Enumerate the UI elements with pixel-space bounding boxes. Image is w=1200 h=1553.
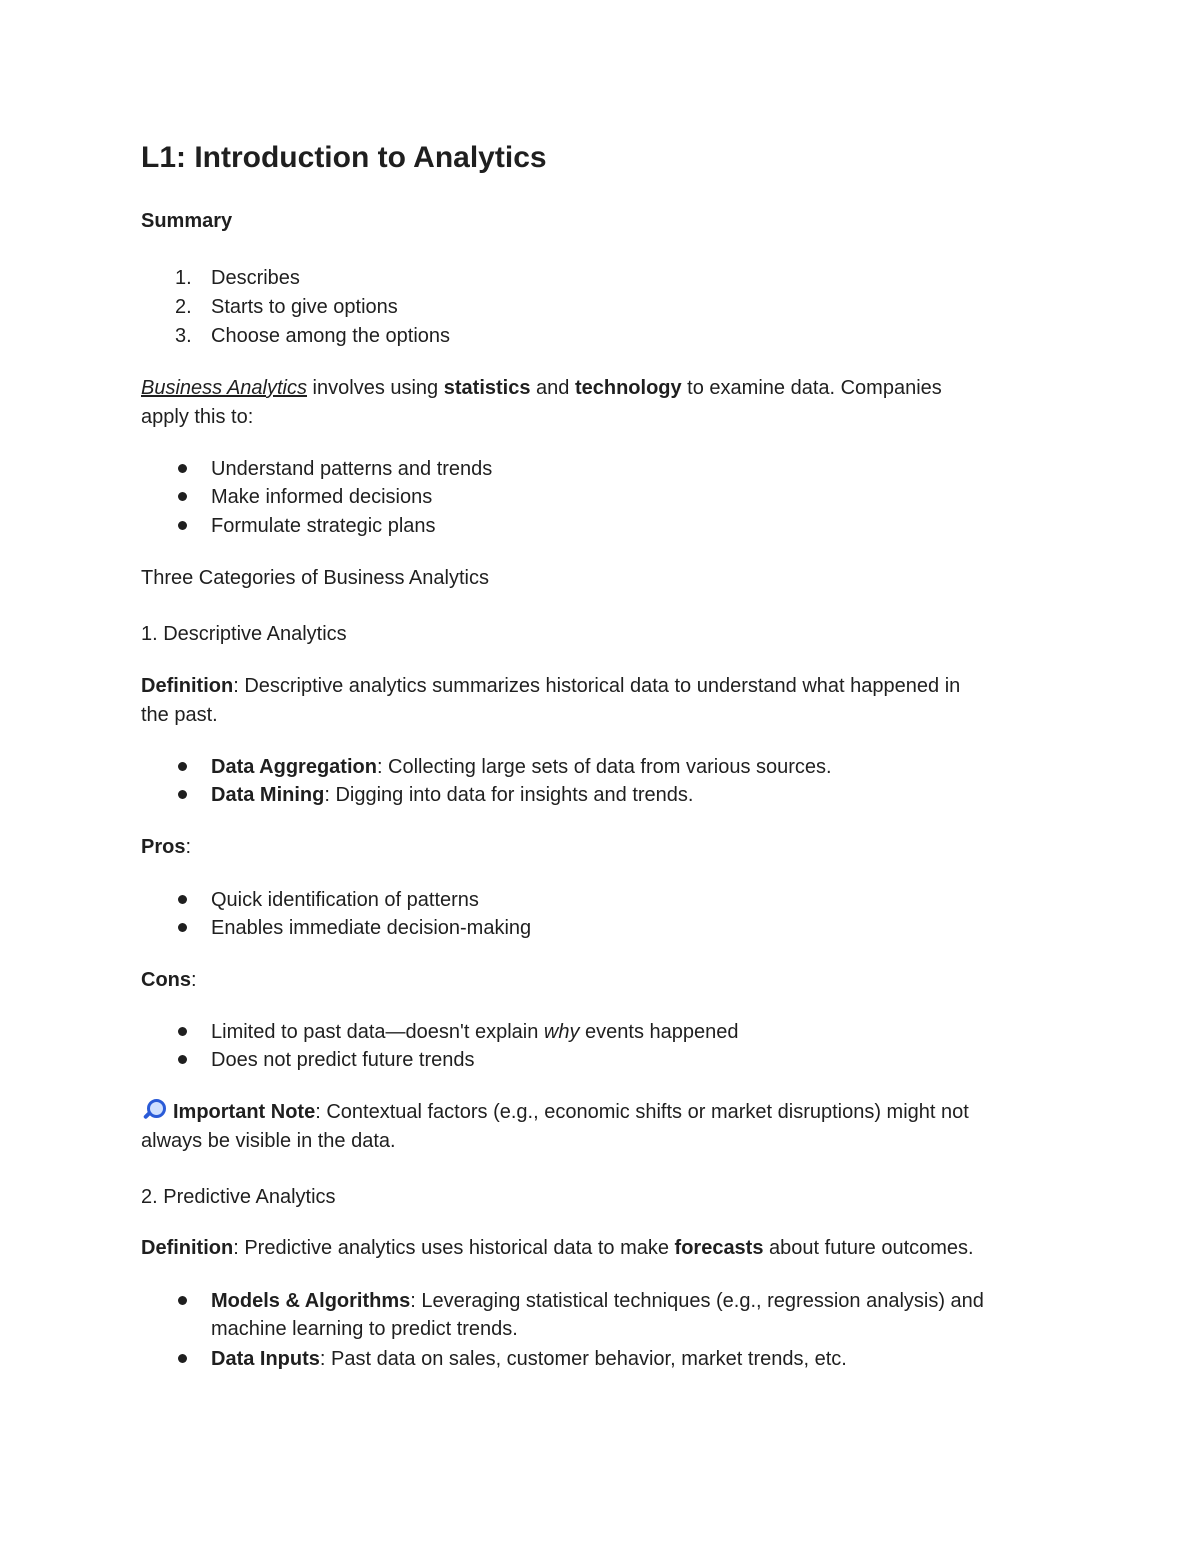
cons-label: Cons xyxy=(141,969,191,991)
pros-label: Pros xyxy=(141,836,186,858)
bullet-icon xyxy=(178,1055,187,1064)
magnifier-icon xyxy=(141,1098,165,1122)
definition-text: : Descriptive analytics summarizes historical data to understand what happened in xyxy=(233,675,961,697)
list-item: Make informed decisions xyxy=(211,486,433,508)
intro-text: and xyxy=(530,377,575,399)
important-note-line1 xyxy=(141,1098,969,1126)
item-label: Data Aggregation xyxy=(211,756,377,778)
definition-bold: forecasts xyxy=(674,1237,764,1259)
definition-label: Definition xyxy=(141,675,234,697)
cons-colon: : xyxy=(191,969,197,991)
list-item: Enables immediate decision-making xyxy=(211,917,532,939)
item-text: : Leveraging statistical techniques (e.g., regression analysis) and xyxy=(410,1290,984,1312)
item-label: Data Mining xyxy=(211,784,325,806)
intro-bold: technology xyxy=(574,377,682,399)
list-item xyxy=(211,1287,984,1315)
list-item: Understand patterns and trends xyxy=(211,458,493,480)
list-item: Describes xyxy=(211,267,300,289)
definition-text: : Predictive analytics uses historical data to make xyxy=(233,1237,675,1259)
bullet-icon xyxy=(178,1296,187,1305)
predictive-heading: 2. Predictive Analytics xyxy=(141,1186,336,1208)
item-text: events happened xyxy=(579,1021,739,1043)
bullet-icon xyxy=(178,1354,187,1363)
item-text: : Digging into data for insights and trends. xyxy=(324,784,694,806)
list-item xyxy=(211,1345,847,1373)
page-title: L1: Introduction to Analytics xyxy=(141,141,547,174)
intro-text: to examine data. Companies xyxy=(681,377,942,399)
list-item: Formulate strategic plans xyxy=(211,515,436,537)
bullet-icon xyxy=(178,923,187,932)
definition-label: Definition xyxy=(141,1237,234,1259)
summary-heading: Summary xyxy=(141,210,233,232)
item-emphasis: why xyxy=(543,1021,580,1043)
descriptive-definition-line1 xyxy=(141,672,960,700)
cons-heading xyxy=(141,966,197,994)
list-item: Choose among the options xyxy=(211,325,451,347)
intro-paragraph-line1 xyxy=(141,374,942,402)
pros-colon: : xyxy=(185,836,192,858)
list-marker: 2. xyxy=(175,296,192,318)
intro-paragraph-line2: apply this to: xyxy=(141,406,254,428)
list-item xyxy=(211,753,832,781)
list-item-continuation: machine learning to predict trends. xyxy=(211,1318,518,1340)
bullet-icon xyxy=(178,790,187,799)
descriptive-heading: 1. Descriptive Analytics xyxy=(141,623,347,645)
list-item xyxy=(211,781,693,809)
item-text: : Collecting large sets of data from various sources. xyxy=(376,756,832,778)
list-item: Quick identification of patterns xyxy=(211,889,479,911)
item-text: : Past data on sales, customer behavior, market trends, etc. xyxy=(319,1348,847,1370)
important-note-line2: always be visible in the data. xyxy=(141,1130,396,1152)
note-label: Important Note xyxy=(173,1101,316,1123)
list-marker: 3. xyxy=(175,325,192,347)
list-item xyxy=(211,1018,739,1046)
bullet-icon xyxy=(178,762,187,771)
predictive-definition xyxy=(141,1234,974,1262)
pros-heading xyxy=(141,833,191,861)
categories-heading: Three Categories of Business Analytics xyxy=(141,567,489,589)
descriptive-definition-line2: the past. xyxy=(141,704,218,726)
bullet-icon xyxy=(178,521,187,530)
bullet-icon xyxy=(178,492,187,501)
note-text: : Contextual factors (e.g., economic shifts or market disruptions) might not xyxy=(315,1101,969,1123)
bullet-icon xyxy=(178,464,187,473)
list-item: Does not predict future trends xyxy=(211,1049,475,1071)
bullet-icon xyxy=(178,1027,187,1036)
definition-text: about future outcomes. xyxy=(763,1237,974,1259)
business-analytics-term: Business Analytics xyxy=(141,377,307,399)
bullet-icon xyxy=(178,895,187,904)
item-text: Limited to past data—doesn't explain xyxy=(211,1021,544,1043)
item-label: Models & Algorithms xyxy=(211,1290,411,1312)
intro-text: involves using xyxy=(307,377,444,399)
intro-bold: statistics xyxy=(443,377,531,399)
item-label: Data Inputs xyxy=(211,1348,320,1370)
list-item: Starts to give options xyxy=(211,296,398,318)
list-marker: 1. xyxy=(175,267,192,289)
